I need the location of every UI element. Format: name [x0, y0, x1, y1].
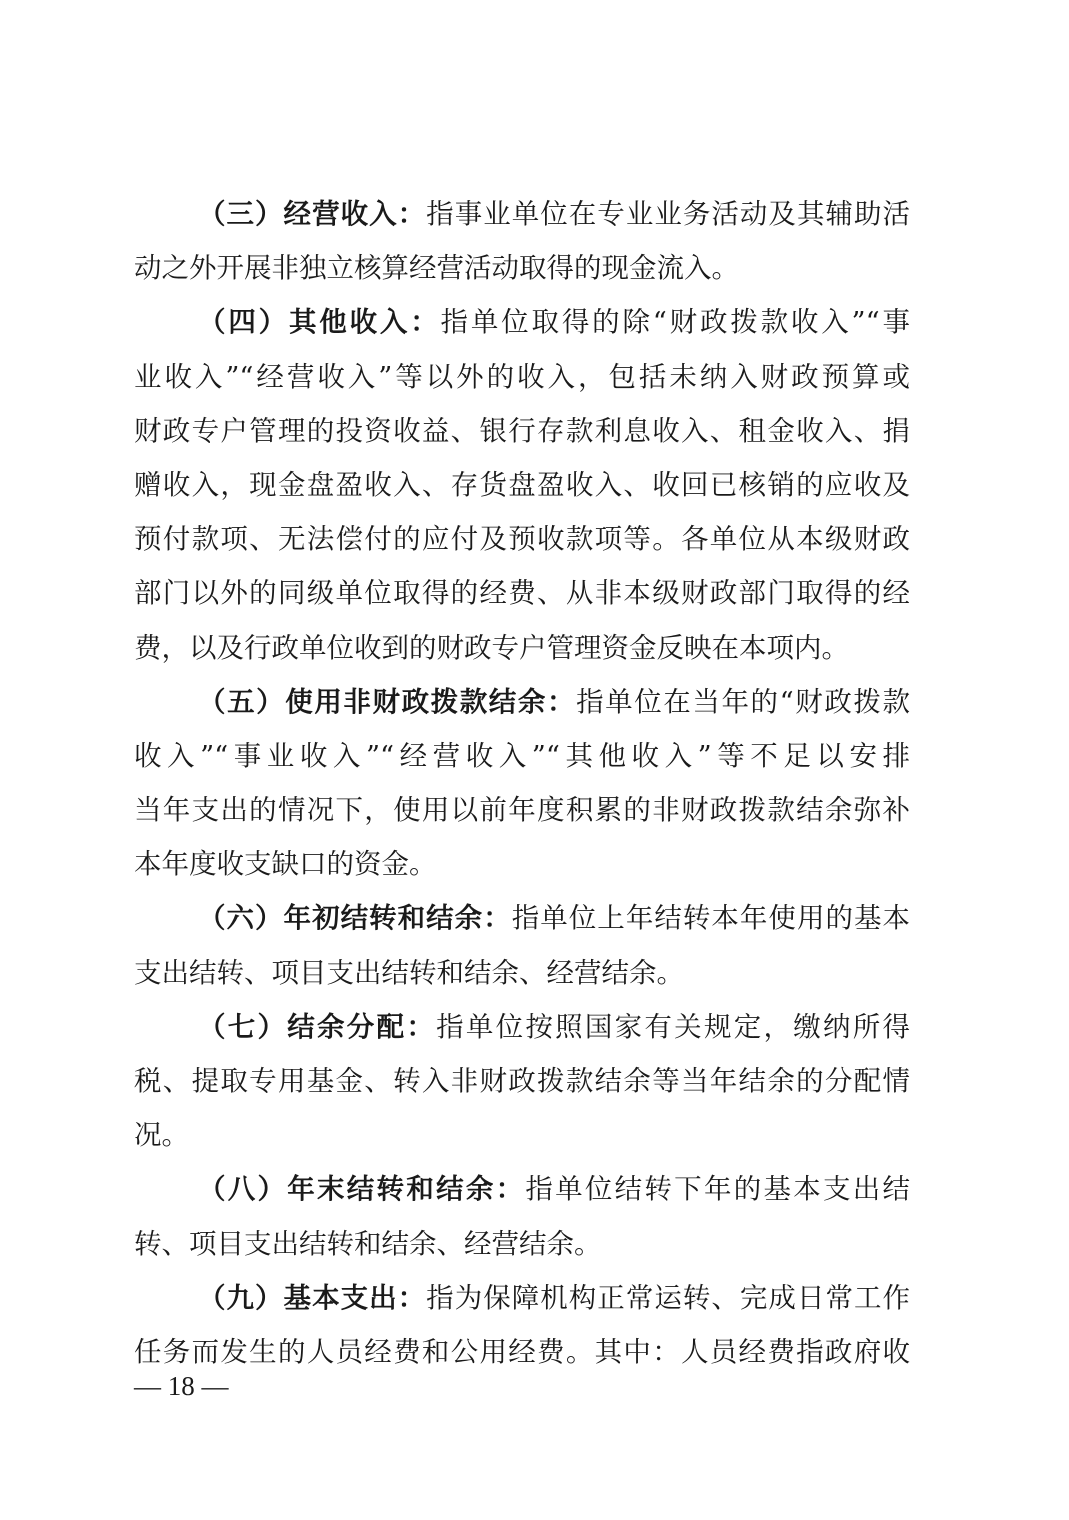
- paragraph-line: 收入”“事业收入”“经营收入”“其他收入”等不足以安排: [134, 739, 910, 772]
- paragraph-line: 况。: [134, 1119, 189, 1152]
- paragraph-text: 指为保障机构正常运转、完成日常工作: [426, 1281, 910, 1314]
- paragraph-line: 转、项目支出结转和结余、经营结余。: [134, 1227, 602, 1260]
- paragraph-line: [134, 1271, 910, 1325]
- paragraph-line: 任务而发生的人员经费和公用经费。其中：人员经费指政府收: [134, 1335, 910, 1368]
- paragraph-line: 支出结转、项目支出结转和结余、经营结余。: [134, 956, 684, 989]
- paragraph-heading: （七）结余分配：: [198, 1010, 437, 1043]
- paragraph-line: 预付款项、无法偿付的应付及预收款项等。各单位从本级财政: [134, 523, 910, 556]
- paragraph-text: 指单位结转下年的基本支出结: [525, 1173, 910, 1206]
- paragraph-surplus-distribution: [134, 1000, 910, 1163]
- paragraph-line: 财政专户管理的投资收益、银行存款利息收入、租金收入、捐: [134, 414, 910, 447]
- paragraph-closing-balance: [134, 1162, 910, 1270]
- paragraph-line: 税、提取专用基金、转入非财政拨款结余等当年结余的分配情: [134, 1065, 910, 1097]
- paragraph-heading: （九）基本支出：: [198, 1281, 427, 1314]
- paragraph-line: 费，以及行政单位收到的财政专户管理资金反映在本项内。: [134, 631, 849, 664]
- paragraph-line: [134, 187, 910, 241]
- document-body: [134, 187, 910, 1379]
- paragraph-line: [134, 1162, 910, 1216]
- paragraph-basic-expenditure: [134, 1271, 910, 1379]
- paragraph-text: 指事业单位在专业业务活动及其辅助活: [426, 198, 910, 230]
- paragraph-operating-income: [134, 187, 910, 295]
- paragraph-heading: （五）使用非财政拨款结余：: [198, 685, 577, 718]
- paragraph-line: [134, 295, 910, 349]
- paragraph-opening-balance: [134, 891, 910, 999]
- paragraph-line: [134, 675, 910, 729]
- paragraph-heading: （三）经营收入：: [198, 198, 427, 230]
- paragraph-line: 业收入”“经营收入”等以外的收入，包括未纳入财政预算或: [134, 360, 910, 393]
- paragraph-line: [134, 1000, 910, 1054]
- paragraph-heading: （八）年末结转和结余：: [198, 1173, 526, 1206]
- paragraph-line: 动之外开展非独立核算经营活动取得的现金流入。: [134, 252, 739, 285]
- paragraph-other-income: [134, 295, 910, 674]
- paragraph-text: 指单位按照国家有关规定，缴纳所得: [436, 1010, 910, 1043]
- paragraph-heading: （六）年初结转和结余：: [198, 902, 512, 935]
- paragraph-line: 赠收入，现金盘盈收入、存货盘盈收入、收回已核销的应收及: [134, 468, 910, 501]
- paragraph-non-fiscal-surplus: [134, 675, 910, 892]
- paragraph-text: 指单位上年结转本年使用的基本: [511, 902, 910, 935]
- paragraph-text: 指单位在当年的“财政拨款: [576, 685, 910, 718]
- paragraph-line: 本年度收支缺口的资金。: [134, 848, 437, 881]
- page-number: — 18 —: [134, 1371, 229, 1401]
- paragraph-text: 指单位取得的除“财政拨款收入”“事: [440, 306, 910, 339]
- paragraph-heading: （四）其他收入：: [198, 306, 441, 339]
- paragraph-line: 部门以外的同级单位取得的经费、从非本级财政部门取得的经: [134, 577, 910, 610]
- paragraph-line: [134, 891, 910, 945]
- paragraph-line: 当年支出的情况下，使用以前年度积累的非财政拨款结余弥补: [134, 794, 910, 827]
